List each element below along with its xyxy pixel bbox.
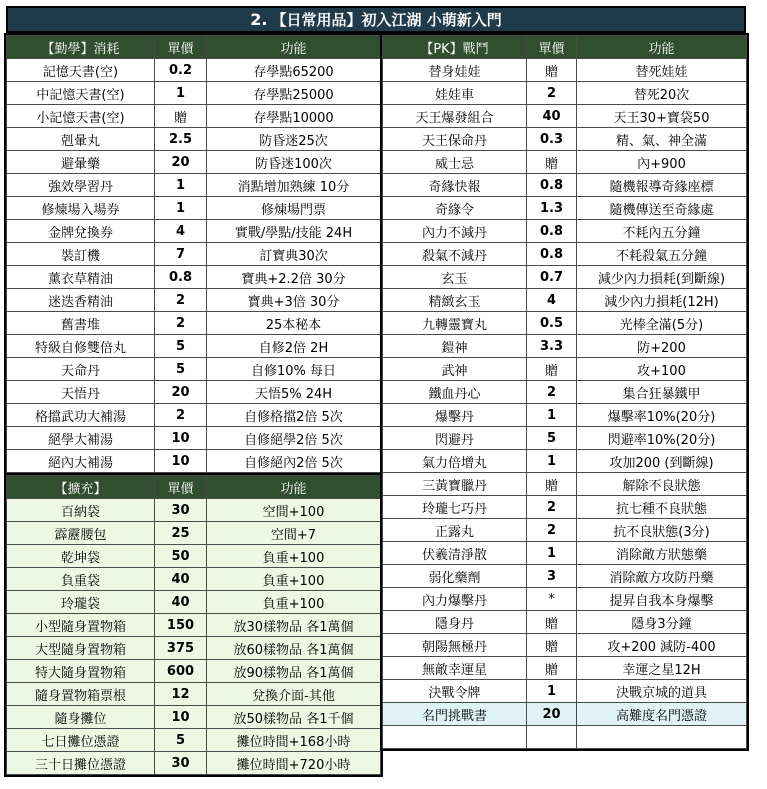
item-function-cell: [577, 726, 747, 749]
table-row: [383, 289, 747, 312]
table-row: [383, 266, 747, 289]
item-function-cell: 負重+100: [207, 591, 381, 614]
table-row: [7, 591, 381, 614]
item-name-cell: 天命丹: [7, 358, 155, 381]
table-header-row: [7, 476, 381, 499]
item-name-cell: 天王爆發組合: [383, 105, 527, 128]
item-name-cell: 爆擊丹: [383, 404, 527, 427]
column-header: 【PK】戰鬥: [383, 36, 527, 59]
item-function-cell: 消除敵方狀態藥: [577, 542, 747, 565]
table-row: [383, 680, 747, 703]
item-price-cell: 2: [527, 381, 577, 404]
item-function-cell: 寶典+3倍 30分: [207, 289, 381, 312]
item-price-cell: 贈: [527, 358, 577, 381]
item-function-cell: 自修10% 每日: [207, 358, 381, 381]
item-function-cell: 隨機報導奇緣座標: [577, 174, 747, 197]
item-price-cell: 2.5: [155, 128, 207, 151]
item-price-cell: 5: [155, 358, 207, 381]
item-name-cell: 特級自修雙倍丸: [7, 335, 155, 358]
item-name-cell: 避暈藥: [7, 151, 155, 174]
table-row: [7, 174, 381, 197]
item-price-cell: 2: [155, 289, 207, 312]
item-name-cell: 伏羲清淨散: [383, 542, 527, 565]
table-row: [7, 312, 381, 335]
item-price-cell: 7: [155, 243, 207, 266]
item-price-cell: 600: [155, 660, 207, 683]
item-price-cell: 375: [155, 637, 207, 660]
item-price-cell: 10: [155, 427, 207, 450]
item-name-cell: 無敵幸運星: [383, 657, 527, 680]
item-function-cell: 寶典+2.2倍 30分: [207, 266, 381, 289]
item-name-cell: 娃娃車: [383, 82, 527, 105]
item-function-cell: 攻+100: [577, 358, 747, 381]
column-header: 功能: [207, 476, 381, 499]
item-price-cell: 2: [155, 312, 207, 335]
item-price-cell: *: [527, 588, 577, 611]
item-price-cell: 150: [155, 614, 207, 637]
table-row: [7, 752, 381, 775]
item-name-cell: 氣力倍增丸: [383, 450, 527, 473]
item-name-cell: 記憶天書(空): [7, 59, 155, 82]
item-price-cell: 4: [155, 220, 207, 243]
table-row: [383, 358, 747, 381]
item-function-cell: 放50樣物品 各1千個: [207, 706, 381, 729]
item-name-cell: 小型隨身置物箱: [7, 614, 155, 637]
item-name-cell: 大型隨身置物箱: [7, 637, 155, 660]
table-row: [383, 726, 747, 749]
item-name-cell: 修煉場入場券: [7, 197, 155, 220]
table-row: [383, 496, 747, 519]
item-function-cell: 放90樣物品 各1萬個: [207, 660, 381, 683]
item-name-cell: 名門挑戰書: [383, 703, 527, 726]
item-price-cell: 5: [155, 729, 207, 752]
page-title-banner: [6, 6, 746, 33]
item-name-cell: 負重袋: [7, 568, 155, 591]
item-price-cell: 1: [527, 680, 577, 703]
item-price-cell: 0.5: [527, 312, 577, 335]
table-row: [7, 105, 381, 128]
item-name-cell: 金牌兌換券: [7, 220, 155, 243]
item-name-cell: 替身娃娃: [383, 59, 527, 82]
item-function-cell: 訂寶典30次: [207, 243, 381, 266]
item-function-cell: 消除敵方攻防丹藥: [577, 565, 747, 588]
item-function-cell: 抗不良狀態(3分): [577, 519, 747, 542]
table-row: [7, 522, 381, 545]
table-row: [7, 59, 381, 82]
item-name-cell: 玲瓏袋: [7, 591, 155, 614]
table-row: [383, 59, 747, 82]
item-price-cell: 1: [527, 542, 577, 565]
item-price-cell: 1: [155, 197, 207, 220]
item-price-cell: 12: [155, 683, 207, 706]
item-price-cell: 40: [155, 568, 207, 591]
item-function-cell: 空間+100: [207, 499, 381, 522]
table-row: [383, 565, 747, 588]
item-function-cell: 集合狂暴鐵甲: [577, 381, 747, 404]
item-name-cell: 內力爆擊丹: [383, 588, 527, 611]
item-price-cell: 贈: [527, 59, 577, 82]
item-name-cell: 迷迭香精油: [7, 289, 155, 312]
item-function-cell: 攻加200 (到斷線): [577, 450, 747, 473]
item-price-cell: 贈: [527, 657, 577, 680]
item-name-cell: 隨身置物箱票根: [7, 683, 155, 706]
table-row: [383, 404, 747, 427]
item-name-cell: 三十日攤位憑證: [7, 752, 155, 775]
item-name-cell: 中記憶天書(空): [7, 82, 155, 105]
item-name-cell: 奇緣快報: [383, 174, 527, 197]
table-row: [7, 82, 381, 105]
item-function-cell: 幸運之星12H: [577, 657, 747, 680]
item-price-cell: 40: [527, 105, 577, 128]
item-function-cell: 攻+200 減防-400: [577, 634, 747, 657]
item-function-cell: 自修格擋2倍 5次: [207, 404, 381, 427]
item-price-cell: 0.8: [155, 266, 207, 289]
item-name-cell: 舊書堆: [7, 312, 155, 335]
table-row: [7, 220, 381, 243]
table-row: [7, 729, 381, 752]
table-row: [7, 683, 381, 706]
item-price-cell: 5: [527, 427, 577, 450]
item-name-cell: 玄玉: [383, 266, 527, 289]
column-header: 功能: [207, 36, 381, 59]
pk-items-table: [382, 35, 747, 749]
table-row: [383, 657, 747, 680]
item-name-cell: 威士忌: [383, 151, 527, 174]
item-name-cell: 三黃寶臘丹: [383, 473, 527, 496]
item-name-cell: 絕學大補湯: [7, 427, 155, 450]
item-function-cell: 天王30+寶袋50: [577, 105, 747, 128]
item-function-cell: 決戰京城的道具: [577, 680, 747, 703]
item-name-cell: 天悟丹: [7, 381, 155, 404]
item-price-cell: 0.8: [527, 174, 577, 197]
item-function-cell: 自修2倍 2H: [207, 335, 381, 358]
item-function-cell: 抗七種不良狀態: [577, 496, 747, 519]
item-name-cell: 殺氣不減丹: [383, 243, 527, 266]
item-price-cell: 贈: [527, 151, 577, 174]
table-row: [7, 128, 381, 151]
item-price-cell: 3.3: [527, 335, 577, 358]
column-header: 【擴充】: [7, 476, 155, 499]
item-function-cell: 防昏迷100次: [207, 151, 381, 174]
item-price-cell: 贈: [527, 611, 577, 634]
table-row: [383, 588, 747, 611]
item-name-cell: [383, 726, 527, 749]
item-price-cell: 1: [155, 174, 207, 197]
table-row: [383, 427, 747, 450]
item-function-cell: 隱身3分鐘: [577, 611, 747, 634]
table-row: [383, 128, 747, 151]
item-price-cell: 30: [155, 499, 207, 522]
item-name-cell: 精緻玄玉: [383, 289, 527, 312]
item-price-cell: 50: [155, 545, 207, 568]
table-row: [7, 637, 381, 660]
table-row: [383, 703, 747, 726]
item-function-cell: 內+900: [577, 151, 747, 174]
table-row: [7, 499, 381, 522]
table-row: [7, 706, 381, 729]
item-function-cell: 自修絕學2倍 5次: [207, 427, 381, 450]
item-function-cell: 爆擊率10%(20分): [577, 404, 747, 427]
table-row: [383, 381, 747, 404]
item-name-cell: 閃避丹: [383, 427, 527, 450]
table-row: [383, 243, 747, 266]
table-row: [7, 427, 381, 450]
item-function-cell: 減少內力損耗(12H): [577, 289, 747, 312]
item-name-cell: 玲瓏七巧丹: [383, 496, 527, 519]
table-row: [383, 105, 747, 128]
item-price-cell: 贈: [527, 473, 577, 496]
item-price-cell: 4: [527, 289, 577, 312]
table-row: [7, 151, 381, 174]
table-row: [383, 634, 747, 657]
item-name-cell: 鎧神: [383, 335, 527, 358]
item-name-cell: 隱身丹: [383, 611, 527, 634]
column-header: 單價: [155, 476, 207, 499]
item-function-cell: 不耗內五分鐘: [577, 220, 747, 243]
table-row: [7, 450, 381, 473]
item-price-cell: 1: [527, 450, 577, 473]
item-name-cell: 格擋武功大補湯: [7, 404, 155, 427]
item-price-cell: 1: [527, 404, 577, 427]
item-price-cell: 3: [527, 565, 577, 588]
table-row: [7, 404, 381, 427]
item-function-cell: 高難度名門憑證: [577, 703, 747, 726]
table-row: [383, 450, 747, 473]
item-name-cell: 弱化藥劑: [383, 565, 527, 588]
item-price-cell: 30: [155, 752, 207, 775]
item-name-cell: 九轉靈寶丸: [383, 312, 527, 335]
item-function-cell: 替死20次: [577, 82, 747, 105]
item-price-cell: 2: [527, 519, 577, 542]
table-row: [383, 197, 747, 220]
item-function-cell: 天悟5% 24H: [207, 381, 381, 404]
item-function-cell: 防昏迷25次: [207, 128, 381, 151]
item-name-cell: 內力不減丹: [383, 220, 527, 243]
item-price-cell: 2: [527, 496, 577, 519]
item-name-cell: 奇緣令: [383, 197, 527, 220]
table-row: [7, 545, 381, 568]
item-function-cell: 減少內力損耗(到斷線): [577, 266, 747, 289]
table-row: [383, 82, 747, 105]
table-row: [383, 335, 747, 358]
item-price-cell: 25: [155, 522, 207, 545]
table-row: [7, 243, 381, 266]
item-price-cell: 5: [155, 335, 207, 358]
item-function-cell: 修煉場門票: [207, 197, 381, 220]
item-name-cell: 七日攤位憑證: [7, 729, 155, 752]
item-name-cell: 薰衣草精油: [7, 266, 155, 289]
item-name-cell: 百納袋: [7, 499, 155, 522]
item-function-cell: 精、氣、神全滿: [577, 128, 747, 151]
item-function-cell: 防+200: [577, 335, 747, 358]
table-row: [383, 542, 747, 565]
item-price-cell: 1.3: [527, 197, 577, 220]
item-price-cell: 0.2: [155, 59, 207, 82]
item-price-cell: 1: [155, 82, 207, 105]
item-name-cell: 裝訂機: [7, 243, 155, 266]
table-row: [7, 568, 381, 591]
table-row: [7, 335, 381, 358]
item-price-cell: 贈: [527, 634, 577, 657]
item-function-cell: 存學點65200: [207, 59, 381, 82]
item-price-cell: 10: [155, 706, 207, 729]
column-header: 【勤學】消耗: [7, 36, 155, 59]
item-name-cell: 小記憶天書(空): [7, 105, 155, 128]
item-price-cell: 20: [527, 703, 577, 726]
column-header: 單價: [527, 36, 577, 59]
item-name-cell: 朝陽無極丹: [383, 634, 527, 657]
expansion-items-table: [6, 475, 381, 775]
item-name-cell: 正露丸: [383, 519, 527, 542]
table-row: [383, 473, 747, 496]
item-name-cell: 強效學習丹: [7, 174, 155, 197]
column-header: 功能: [577, 36, 747, 59]
item-function-cell: 解除不良狀態: [577, 473, 747, 496]
item-price-cell: 20: [155, 381, 207, 404]
item-price-cell: 2: [155, 404, 207, 427]
item-price-cell: [527, 726, 577, 749]
column-header: 單價: [155, 36, 207, 59]
table-row: [383, 611, 747, 634]
item-function-cell: 存學點10000: [207, 105, 381, 128]
item-name-cell: 霹靂腰包: [7, 522, 155, 545]
table-row: [7, 289, 381, 312]
table-header-row: [7, 36, 381, 59]
item-function-cell: 光棒全滿(5分): [577, 312, 747, 335]
item-name-cell: 武神: [383, 358, 527, 381]
item-function-cell: 不耗殺氣五分鐘: [577, 243, 747, 266]
item-name-cell: 鐵血丹心: [383, 381, 527, 404]
item-price-cell: 贈: [155, 105, 207, 128]
item-price-cell: 0.8: [527, 220, 577, 243]
item-function-cell: 自修絕內2倍 5次: [207, 450, 381, 473]
item-name-cell: 隨身攤位: [7, 706, 155, 729]
item-function-cell: 實戰/學點/技能 24H: [207, 220, 381, 243]
title-number: 2.: [250, 10, 268, 29]
item-function-cell: 兌換介面-其他: [207, 683, 381, 706]
item-price-cell: 40: [155, 591, 207, 614]
item-function-cell: 25本秘本: [207, 312, 381, 335]
table-header-row: [383, 36, 747, 59]
item-function-cell: 負重+100: [207, 568, 381, 591]
item-function-cell: 負重+100: [207, 545, 381, 568]
table-row: [383, 220, 747, 243]
table-row: [383, 151, 747, 174]
item-name-cell: 天王保命丹: [383, 128, 527, 151]
table-row: [383, 312, 747, 335]
item-price-cell: 2: [527, 82, 577, 105]
item-function-cell: 放30樣物品 各1萬個: [207, 614, 381, 637]
item-name-cell: 絕內大補湯: [7, 450, 155, 473]
item-function-cell: 放60樣物品 各1萬個: [207, 637, 381, 660]
item-function-cell: 攤位時間+720小時: [207, 752, 381, 775]
table-row: [383, 174, 747, 197]
table-row: [7, 358, 381, 381]
table-row: [7, 660, 381, 683]
table-row: [383, 519, 747, 542]
page-title: 【日常用品】初入江湖 小萌新入門: [271, 11, 502, 29]
table-row: [7, 381, 381, 404]
table-row: [7, 614, 381, 637]
item-function-cell: 提昇自我本身爆擊: [577, 588, 747, 611]
item-price-cell: 10: [155, 450, 207, 473]
table-row: [7, 197, 381, 220]
item-function-cell: 空間+7: [207, 522, 381, 545]
item-function-cell: 存學點25000: [207, 82, 381, 105]
item-price-cell: 0.7: [527, 266, 577, 289]
table-row: [7, 266, 381, 289]
item-name-cell: 特大隨身置物箱: [7, 660, 155, 683]
item-function-cell: 攤位時間+168小時: [207, 729, 381, 752]
item-name-cell: 乾坤袋: [7, 545, 155, 568]
study-items-table: [6, 35, 381, 473]
item-price-cell: 0.8: [527, 243, 577, 266]
item-function-cell: 閃避率10%(20分): [577, 427, 747, 450]
item-name-cell: 決戰令牌: [383, 680, 527, 703]
item-price-cell: 0.3: [527, 128, 577, 151]
item-name-cell: 剋暈丸: [7, 128, 155, 151]
item-function-cell: 隨機傳送至奇緣處: [577, 197, 747, 220]
item-function-cell: 替死娃娃: [577, 59, 747, 82]
item-function-cell: 消點增加熟練 10分: [207, 174, 381, 197]
item-price-cell: 20: [155, 151, 207, 174]
